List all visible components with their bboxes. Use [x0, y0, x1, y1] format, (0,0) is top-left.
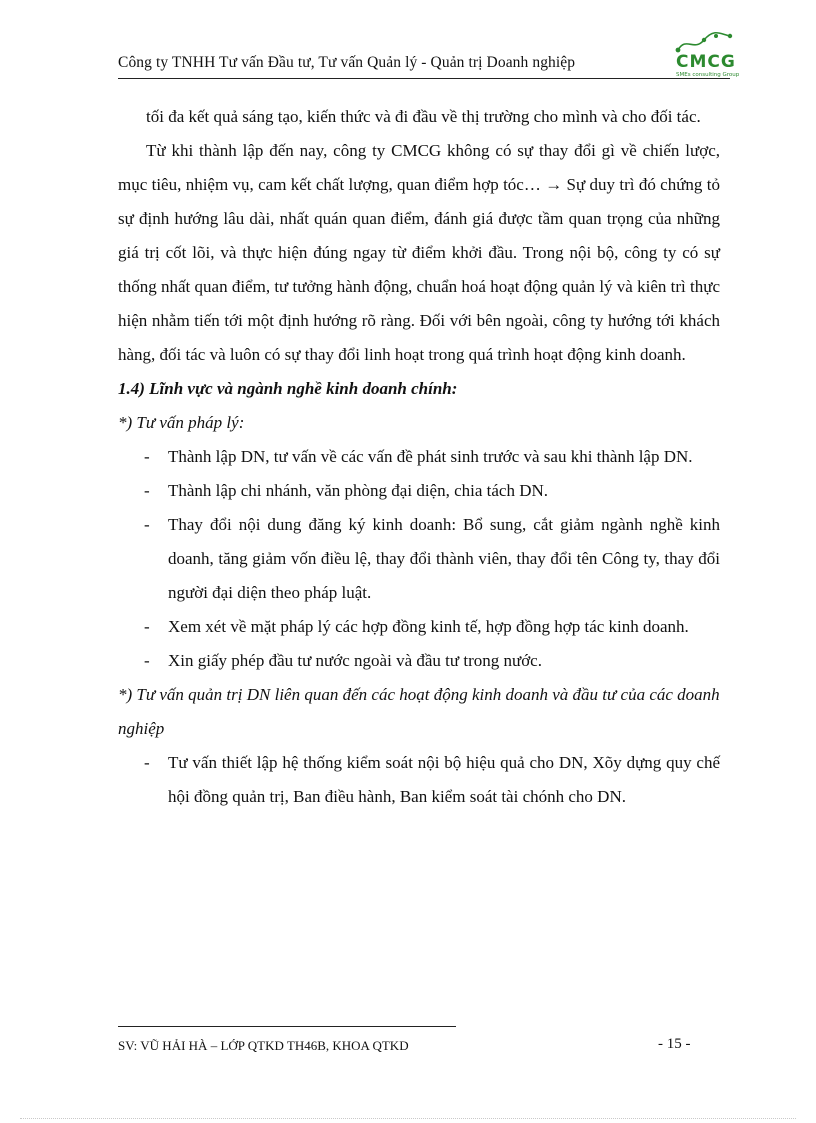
page-header	[118, 50, 718, 80]
footer-student-info: SV: VŨ HẢI HÀ – LỚP QTKD TH46B, KHOA QTKD	[118, 1038, 409, 1053]
section-heading: 1.4) Lĩnh vực và ngành nghề kinh doanh chính:	[118, 379, 458, 398]
header-title: Công ty TNHH Tư vấn Đầu tư, Tư vấn Quản lý - Quản trị Doanh nghiệp	[118, 54, 576, 71]
page-edge	[20, 1118, 796, 1119]
list-item	[118, 474, 720, 508]
dash-bullet: -	[144, 481, 150, 500]
management-services-list	[118, 746, 720, 814]
dash-bullet: -	[144, 753, 150, 772]
subsection-title-management: *) Tư vấn quản trị DN liên quan đến các hoạt động kinh doanh và đầu tư của các doanh nghiệp	[118, 685, 720, 738]
paragraph: tối đa kết quả sáng tạo, kiến thức và đi đầu về thị trường cho mình và cho đối tác.	[146, 107, 701, 126]
dash-bullet: -	[144, 515, 150, 534]
logo-text: CMCG	[676, 52, 736, 72]
dash-bullet: -	[144, 651, 150, 670]
list-item-text: Thành lập chi nhánh, văn phòng đại diện, chia tách DN.	[168, 481, 549, 500]
legal-services-list	[118, 440, 720, 678]
list-item-text: Xin giấy phép đầu tư nước ngoài và đầu tư trong nước.	[168, 651, 542, 670]
page-number: - 15 -	[658, 1036, 691, 1052]
logo-subtext: SMEs consulting Group	[676, 72, 740, 78]
list-item-text: Thay đổi nội dung đăng ký kinh doanh: Bổ sung, cắt giảm ngành nghề kinh doanh, tăng giảm vốn điều lệ, thay đổi thành viên, thay đổi tên Công ty, thay đổi người đại diện theo pháp luật.	[168, 515, 720, 602]
dash-bullet: -	[144, 617, 150, 636]
header-rule	[118, 78, 730, 79]
logo-swoosh-icon	[672, 30, 736, 54]
list-item	[118, 610, 720, 644]
footer-rule	[118, 1026, 456, 1027]
list-item	[118, 746, 720, 814]
cmcg-logo	[672, 30, 740, 86]
subsection-title-legal: *) Tư vấn pháp lý:	[118, 413, 245, 432]
list-item-text: Xem xét về mặt pháp lý các hợp đồng kinh tế, hợp đồng hợp tác kinh doanh.	[168, 617, 689, 636]
page-body	[118, 100, 720, 814]
paragraph: Từ khi thành lập đến nay, công ty CMCG không có sự thay đổi gì về chiến lược, mục tiêu, nhiệm vụ, cam kết chất lượng, quan điểm hợp tóc… → Sự duy trì đó chứng tỏ sự định hướng lâu dài, nhất quán quan điểm, đánh giá được tầm quan trọng của những giá trị cốt lõi, và thực hiện đúng ngay từ điểm khởi đầu. Trong nội bộ, công ty có sự thống nhất quan điểm, tư tưởng hành động, chuẩn hoá hoạt động quản lý và kiên trì thực hiện nhằm tiến tới một định hướng rõ ràng. Đối với bên ngoài, công ty hướng tới khách hàng, đối tác và luôn có sự thay đổi linh hoạt trong quá trình hoạt động kinh doanh.	[118, 141, 720, 364]
list-item-text: Tư vấn thiết lập hệ thống kiểm soát nội bộ hiệu quả cho DN, Xõy dựng quy chế hội đồng quản trị, Ban điều hành, Ban kiểm soát tài chónh cho DN.	[168, 753, 720, 806]
list-item	[118, 644, 720, 678]
list-item-text: Thành lập DN, tư vấn về các vấn đề phát sinh trước và sau khi thành lập DN.	[168, 447, 693, 466]
dash-bullet: -	[144, 447, 150, 466]
list-item	[118, 508, 720, 610]
list-item	[118, 440, 720, 474]
